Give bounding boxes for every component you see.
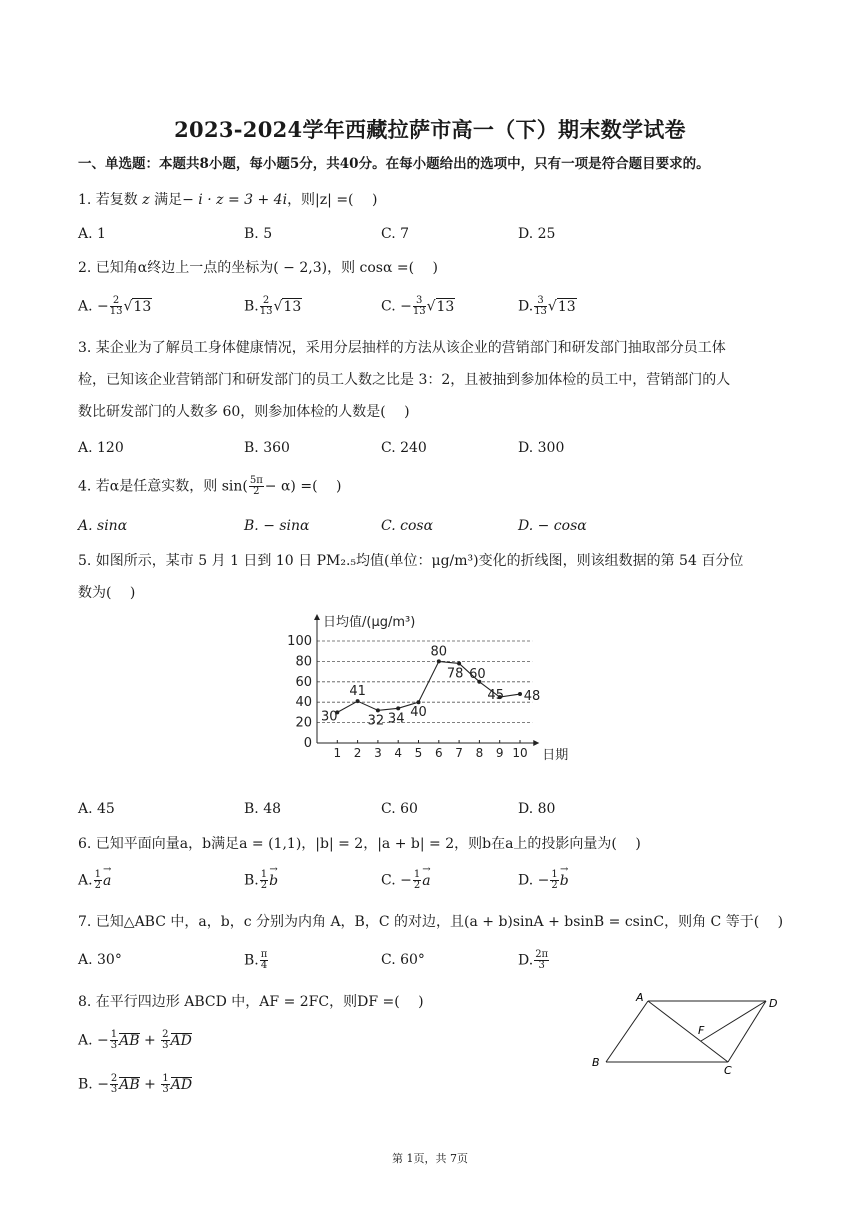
x-tick-label: 6 xyxy=(434,746,443,760)
q8-option-a[interactable]: A. − $\frac{1}{3}$ AB + $\frac{2}{3}$ AD xyxy=(78,1029,192,1051)
q6-d-fraction: $\frac{1}{2}$ xyxy=(551,869,558,891)
q2-option-d[interactable]: D. $\frac{3}{13}$ √13 xyxy=(518,295,576,317)
edge-ba xyxy=(606,1001,648,1062)
q5-option-d[interactable]: D. 80 xyxy=(518,801,556,817)
y-tick-label: 60 xyxy=(295,674,312,690)
question-4 xyxy=(78,476,341,497)
q7-d-fraction: $\frac{2\pi}{3}$ xyxy=(535,949,549,971)
question-1 xyxy=(78,190,377,210)
x-axis-title: 日期 xyxy=(542,748,569,763)
segment-fd xyxy=(701,1001,766,1041)
x-tick-label: 8 xyxy=(475,746,484,760)
vertex-b-label: B xyxy=(592,1056,600,1069)
q6-d-label: D. − xyxy=(518,872,550,889)
vertex-d-label: D xyxy=(769,997,778,1010)
question-7: 7. 已知△ABC 中，a，b，c 分别为内角 A，B，C 的对边，且(a + b)sinA + bsinB = csinC，则角 C 等于( ) xyxy=(78,914,784,930)
q6-c-label: C. − xyxy=(381,872,412,889)
y-tick-label: 80 xyxy=(295,654,312,670)
page-footer: 第 1页，共 7页 xyxy=(392,1152,468,1165)
data-point xyxy=(417,700,421,704)
y-axis-arrow xyxy=(314,614,320,620)
q6-d-vector: → b xyxy=(560,871,569,891)
q5-option-b[interactable]: B. 48 xyxy=(244,801,282,817)
q5-option-c[interactable]: C. 60 xyxy=(381,801,418,817)
data-label: 30 xyxy=(321,709,338,725)
data-label: 78 xyxy=(446,666,464,682)
data-label: 34 xyxy=(387,711,405,727)
q6-b-label: B. xyxy=(244,872,259,889)
x-tick-label: 2 xyxy=(353,746,362,760)
pm25-line-chart xyxy=(283,610,573,770)
q7-b-fraction: $\frac{\pi}{4}$ xyxy=(260,949,268,971)
q2-d-radicand: 13 xyxy=(557,298,576,315)
parallelogram-figure xyxy=(588,990,788,1074)
q4-fraction: $\frac{5\pi}{2}$ xyxy=(249,475,263,497)
chart-labels xyxy=(287,614,568,763)
q2-c-fraction: $\frac{3}{13}$ xyxy=(412,295,426,317)
x-tick-label: 5 xyxy=(414,746,423,760)
data-label: 60 xyxy=(469,666,486,682)
q3-option-c[interactable]: C. 240 xyxy=(381,440,427,456)
q4-stem-a: 4. 若α是任意实数，则 sin( xyxy=(78,478,248,495)
q2-a-radicand: 13 xyxy=(133,298,152,315)
data-point xyxy=(356,699,360,703)
q4-option-b[interactable]: B. − sinα xyxy=(244,518,310,534)
q2-option-c[interactable]: C. − $\frac{3}{13}$ √13 xyxy=(381,295,455,317)
q2-d-fraction: $\frac{3}{13}$ xyxy=(534,295,547,317)
q1-option-c[interactable]: C. 7 xyxy=(381,226,410,242)
x-tick-label: 3 xyxy=(374,746,382,760)
q6-c-vector: → a xyxy=(422,871,430,891)
q7-option-b[interactable] xyxy=(244,950,269,971)
q1-option-d[interactable]: D. 25 xyxy=(518,226,556,242)
q5-option-a[interactable]: A. 45 xyxy=(78,801,115,817)
question-5-line-1: 5. 如图所示，某市 5 月 1 日到 10 日 PM₂.₅均值(单位：μg/m³)变化的折线图，则该组数据的第 54 百分位 xyxy=(78,553,744,569)
q6-option-d[interactable] xyxy=(518,870,569,891)
q8-a-label: A. − xyxy=(78,1032,109,1049)
q6-option-a[interactable] xyxy=(78,870,111,891)
y-tick-label: 20 xyxy=(295,715,312,731)
q6-a-vector: → a xyxy=(103,871,111,891)
data-point xyxy=(396,706,400,710)
question-3-line-3: 数比研发部门的人数多 60，则参加体检的人数是( ) xyxy=(78,404,410,420)
q7-option-a[interactable]: A. 30° xyxy=(78,952,122,968)
data-point xyxy=(518,692,522,696)
q1-var-z: z xyxy=(142,192,150,208)
data-point xyxy=(457,661,461,665)
data-label: 40 xyxy=(410,705,427,721)
question-2: 2. 已知角α终边上一点的坐标为( − 2,3)，则 cosα =( ) xyxy=(78,260,438,276)
x-tick-label: 9 xyxy=(495,746,504,760)
q2-d-label: D. xyxy=(518,298,534,315)
y-tick-label: 40 xyxy=(295,695,312,711)
question-5-line-2: 数为( ) xyxy=(78,585,136,601)
q3-option-a[interactable]: A. 120 xyxy=(78,440,124,456)
q7-option-d[interactable] xyxy=(518,950,550,971)
question-8: 8. 在平行四边形 ABCD 中，AF = 2FC，则DF =( ) xyxy=(78,994,424,1010)
x-tick-label: 1 xyxy=(333,746,342,760)
question-3-line-2: 检，已知该企业营销部门和研发部门的员工人数之比是 3：2，且被抽到参加体检的员工中，营销部门的人 xyxy=(78,372,731,388)
x-tick-label: 10 xyxy=(512,746,528,760)
data-label: 41 xyxy=(349,684,366,700)
q7-option-c[interactable]: C. 60° xyxy=(381,952,425,968)
q3-option-d[interactable]: D. 300 xyxy=(518,440,565,456)
vertex-a-label: A xyxy=(636,991,644,1004)
q7-b-label: B. xyxy=(244,952,259,969)
q3-option-b[interactable]: B. 360 xyxy=(244,440,290,456)
section-heading: 一、单选题：本题共8小题，每小题5分，共40分。在每小题给出的选项中，只有一项是符合题目要求的。 xyxy=(78,156,710,172)
q2-c-radicand: 13 xyxy=(436,298,455,315)
q6-b-vector: → b xyxy=(269,871,278,891)
q4-option-d[interactable]: D. − cosα xyxy=(518,518,587,534)
q1-option-b[interactable]: B. 5 xyxy=(244,226,273,242)
q1-stem-a: 1. 若复数 xyxy=(78,192,138,208)
q2-option-b[interactable]: B. $\frac{2}{13}$ √13 xyxy=(244,295,302,317)
q4-option-c[interactable]: C. cosα xyxy=(381,518,434,534)
q6-option-b[interactable] xyxy=(244,870,278,891)
x-axis-arrow xyxy=(533,740,539,746)
page-title: 2023-2024学年西藏拉萨市高一（下）期末数学试卷 xyxy=(174,117,686,142)
vertex-c-label: C xyxy=(724,1064,732,1074)
q6-c-fraction: $\frac{1}{2}$ xyxy=(413,869,421,891)
x-tick-label: 7 xyxy=(455,746,463,760)
q2-b-radicand: 13 xyxy=(283,298,302,315)
q4-stem-b: − α) =( ) xyxy=(264,478,342,495)
data-point xyxy=(376,708,380,712)
y-axis-title: 日均值/(μg/m³) xyxy=(323,615,416,630)
q6-option-c[interactable] xyxy=(381,870,431,891)
question-3-line-1: 3. 某企业为了解员工身体健康情况，采用分层抽样的方法从该企业的营销部门和研发部门抽取部分员工体 xyxy=(78,340,726,356)
data-label: 80 xyxy=(430,644,448,660)
q4-option-a[interactable]: A. sinα xyxy=(78,518,128,534)
q2-b-label: B. xyxy=(244,298,259,315)
y-tick-label: 100 xyxy=(287,634,312,649)
data-label: 45 xyxy=(487,688,504,704)
point-f-label: F xyxy=(698,1024,705,1037)
data-point xyxy=(437,659,441,663)
q1-expr: − i · z = 3 + 4i xyxy=(182,192,288,208)
q1-stem-b: 满足 xyxy=(154,192,183,208)
data-label: 48 xyxy=(523,689,541,705)
q1-stem-c: ，则|z| =( ) xyxy=(287,192,378,208)
question-6: 6. 已知平面向量a，b满足a = (1,1)，|b| = 2，|a + b| = 2，则b在a上的投影向量为( ) xyxy=(78,836,641,852)
edge-dc xyxy=(728,1001,766,1062)
x-tick-label: 4 xyxy=(394,746,403,760)
y-tick-label: 0 xyxy=(303,736,312,751)
data-label: 32 xyxy=(367,713,385,729)
chart-axes xyxy=(314,614,539,746)
q2-c-label: C. − xyxy=(381,298,412,315)
q6-b-fraction: $\frac{1}{2}$ xyxy=(260,869,268,891)
q2-b-fraction: $\frac{2}{13}$ xyxy=(259,295,273,317)
q6-a-label: A. xyxy=(78,872,93,889)
q2-a-fraction: $\frac{2}{13}$ xyxy=(109,295,123,317)
q2-a-label: A. − xyxy=(78,298,109,315)
q8-option-b[interactable]: B. − $\frac{2}{3}$ AB + $\frac{1}{3}$ AD xyxy=(78,1073,193,1095)
q8-b-label: B. − xyxy=(78,1076,109,1093)
q1-option-a[interactable]: A. 1 xyxy=(78,226,106,242)
q2-option-a[interactable]: A. − $\frac{2}{13}$ √13 xyxy=(78,295,152,317)
q6-a-fraction: $\frac{1}{2}$ xyxy=(94,869,101,891)
q7-d-label: D. xyxy=(518,952,534,969)
